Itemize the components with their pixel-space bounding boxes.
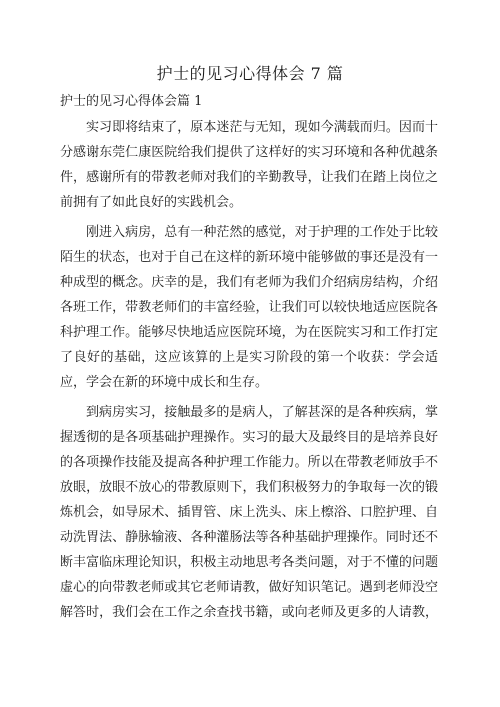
paragraph-line: 前拥有了如此良好的实践机会。 xyxy=(60,195,243,210)
paragraph-line: 握透彻的是各项基础护理操作。实习的最大及最终目的是培养良好 xyxy=(60,430,438,445)
paragraph-line: 动洗胃法、静脉输液、各种灌肠法等各种基础护理操作。同时还不 xyxy=(60,530,438,545)
paragraph-line: 种成型的概念。庆幸的是，我们有老师为我们介绍病房结构，介绍 xyxy=(60,275,438,290)
paragraph-line: 解答时，我们会在工作之余查找书籍，或向老师及更多的人请教， xyxy=(60,605,438,620)
paragraph-line: 断丰富临床理论知识，积极主动地思考各类问题，对于不懂的问题 xyxy=(60,555,438,570)
paragraph-line: 到病房实习，接触最多的是病人，了解甚深的是各种疾病，掌 xyxy=(86,405,438,420)
paragraph-line: 应，学会在新的环境中成长和生存。 xyxy=(60,375,269,390)
paragraph-line: 刚进入病房，总有一种茫然的感觉，对于护理的工作处于比较 xyxy=(86,225,438,240)
paragraph-line: 实习即将结束了，原本迷茫与无知，现如今满载而归。因而十 xyxy=(86,120,438,135)
paragraph-line: 陌生的状态，也对于自己在这样的新环境中能够做的事还是没有一 xyxy=(60,250,438,265)
paragraph-line: 各班工作，带教老师们的丰富经验，让我们可以较快地适应医院各 xyxy=(60,300,438,315)
paragraph-line: 虚心的向带教老师或其它老师请教，做好知识笔记。遇到老师没空 xyxy=(60,580,438,595)
paragraph-line: 分感谢东莞仁康医院给我们提供了这样好的实习环境和各种优越条 xyxy=(60,145,438,160)
document-title: 护士的见习心得体会 7 篇 xyxy=(156,64,344,83)
paragraph-line: 的各项操作技能及提高各种护理工作能力。所以在带教老师放手不 xyxy=(60,455,438,470)
paragraph-line: 炼机会，如导尿术、插胃管、床上洗头、床上檫浴、口腔护理、自 xyxy=(60,505,438,520)
paragraph-line: 件，感谢所有的带教老师对我们的辛勤教导，让我们在踏上岗位之 xyxy=(60,170,438,185)
paragraph-1 xyxy=(60,115,438,215)
paragraph-line: 科护理工作。能够尽快地适应医院环境，为在医院实习和工作打定 xyxy=(60,325,438,340)
paragraph-line: 了良好的基础，这应该算的上是实习阶段的第一个收获：学会适 xyxy=(60,350,438,365)
paragraph-3 xyxy=(60,400,438,625)
document-body xyxy=(60,115,438,630)
paragraph-2 xyxy=(60,220,438,395)
paragraph-line: 放眼，放眼不放心的带教原则下，我们积极努力的争取每一次的锻 xyxy=(60,480,438,495)
section-subtitle: 护士的见习心得体会篇 1 xyxy=(60,94,203,109)
